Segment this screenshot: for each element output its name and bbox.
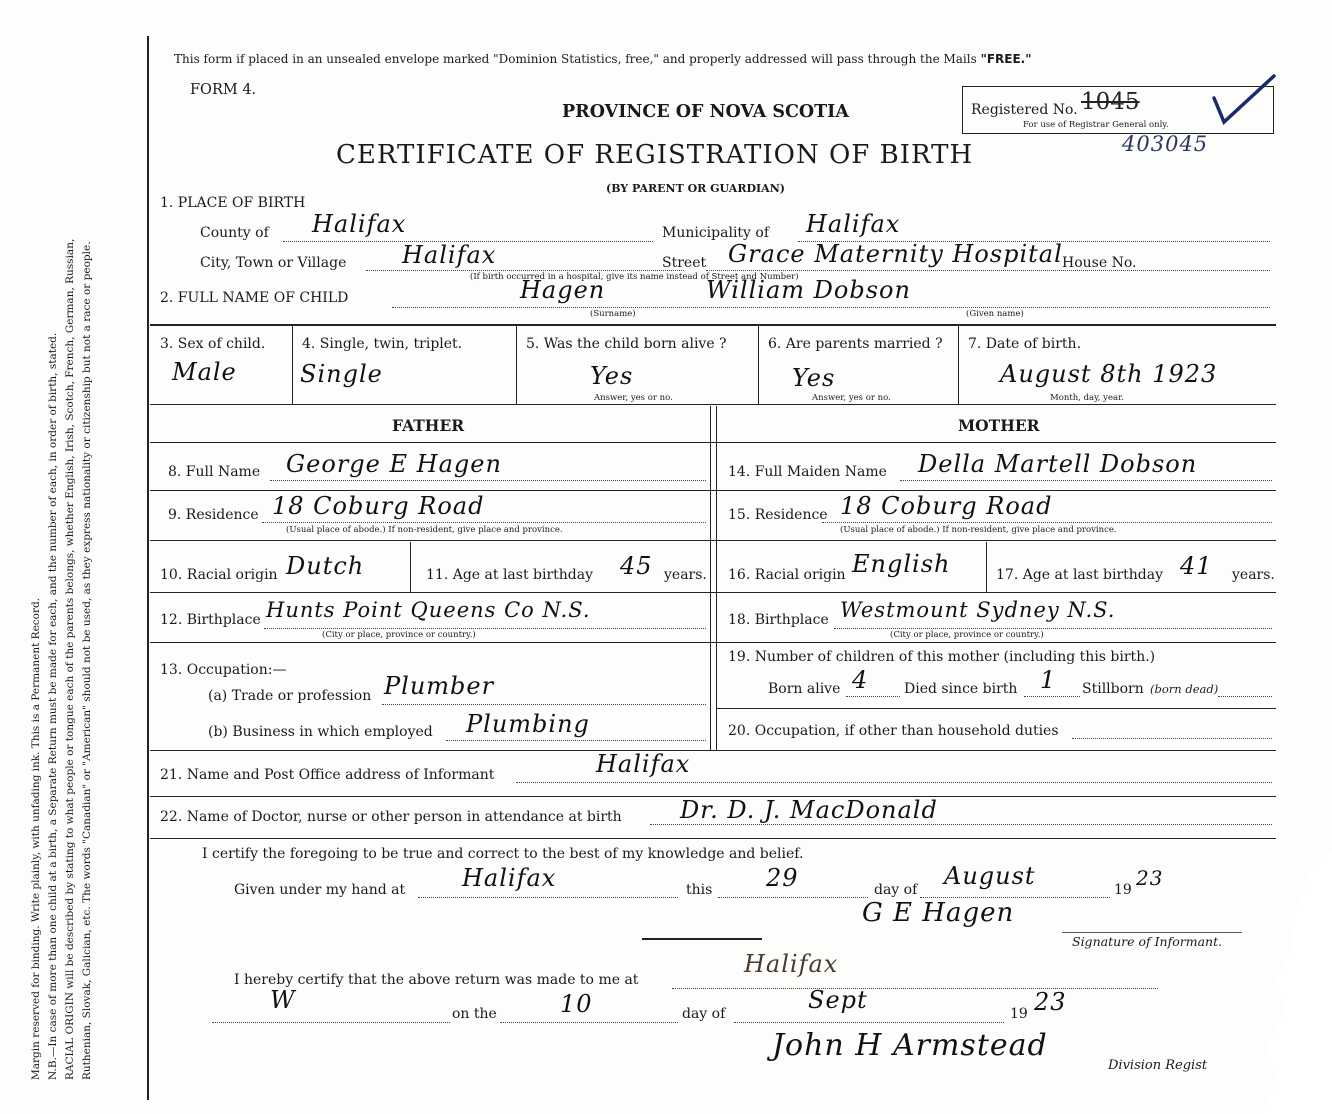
- mother-birthplace-line: [834, 628, 1272, 629]
- born-alive-label: 5. Was the child born alive ?: [526, 336, 727, 352]
- registrar-year: 23: [1034, 988, 1067, 1016]
- county-label: County of: [200, 225, 269, 241]
- surname-note: (Surname): [590, 309, 636, 319]
- trade-value: Plumber: [384, 672, 495, 700]
- divider-10: [410, 542, 411, 592]
- rule-row12: [150, 642, 1276, 643]
- certification-year-prefix: 19: [1114, 882, 1132, 898]
- informant-signature-line: [1062, 932, 1242, 933]
- checkmark-icon: [1210, 70, 1280, 130]
- born-alive-count-label: Born alive: [768, 681, 841, 697]
- place-of-birth-label: 1. PLACE OF BIRTH: [160, 195, 306, 211]
- mother-birthplace-value: Westmount Sydney N.S.: [840, 598, 1116, 622]
- doctor-value: Dr. D. J. MacDonald: [680, 796, 938, 824]
- torn-edge-icon: [1232, 850, 1332, 1114]
- informant-label: 21. Name and Post Office address of Informant: [160, 767, 495, 783]
- doctor-label: 22. Name of Doctor, nurse or other person in attendance at birth: [160, 809, 622, 825]
- registrar-extra-line: [212, 1022, 450, 1023]
- registrar-extra-value: W: [270, 986, 296, 1014]
- mother-residence-line: [822, 522, 1272, 523]
- father-birthplace-line: [264, 628, 706, 629]
- city-label: City, Town or Village: [200, 255, 347, 271]
- municipality-label: Municipality of: [662, 225, 770, 241]
- street-value: Grace Maternity Hospital: [728, 240, 1063, 268]
- father-racial-label: 10. Racial origin: [160, 567, 278, 583]
- registered-label: Registered No.: [971, 102, 1078, 118]
- married-label: 6. Are parents married ?: [768, 336, 943, 352]
- province-heading: PROVINCE OF NOVA SCOTIA: [562, 102, 849, 122]
- rule-row9: [150, 540, 1276, 541]
- child-name-line: [392, 307, 1270, 308]
- informant-value: Halifax: [596, 750, 691, 778]
- trade-line: [382, 704, 706, 705]
- died-line: [1024, 696, 1080, 697]
- certification-statement: I certify the foregoing to be true and correct to the best of my knowledge and belief.: [202, 846, 804, 862]
- page-subtitle: (BY PARENT OR GUARDIAN): [606, 182, 785, 195]
- this-day-line: [718, 897, 868, 898]
- margin-rule: [147, 36, 149, 1100]
- on-the-label: on the: [452, 1006, 497, 1022]
- father-heading: FATHER: [392, 416, 465, 435]
- certification-day-of-label: day of: [874, 882, 918, 898]
- margin-note-1: Margin reserved for binding. Write plainly, with unfading ink. This is a Permanent Record.: [30, 597, 42, 1080]
- registered-number: 1045: [1081, 89, 1140, 115]
- sex-value: Male: [172, 358, 237, 386]
- mother-racial-value: English: [852, 550, 951, 578]
- father-name-value: George E Hagen: [286, 450, 502, 478]
- child-surname: Hagen: [520, 276, 606, 304]
- given-under-label: Given under my hand at: [234, 882, 406, 898]
- rule-row13: [150, 750, 1276, 751]
- divider-16: [986, 542, 987, 592]
- column-divider-a: [710, 406, 711, 750]
- registrar-statement: I hereby certify that the above return was made to me at: [234, 972, 639, 988]
- died-count: 1: [1040, 666, 1057, 694]
- mother-residence-label: 15. Residence: [728, 507, 828, 523]
- mother-birthplace-label: 18. Birthplace: [728, 612, 829, 628]
- binding-margin-notes: [28, 40, 96, 1080]
- city-value: Halifax: [402, 241, 497, 269]
- child-name-label: 2. FULL NAME OF CHILD: [160, 290, 349, 306]
- mother-occupation-label: 20. Occupation, if other than household duties: [728, 723, 1059, 739]
- mother-residence-note: (Usual place of abode.) If non-resident, give place and province.: [840, 525, 1117, 535]
- mother-name-value: Della Martell Dobson: [918, 450, 1198, 478]
- mother-years-label: years.: [1232, 567, 1275, 583]
- given-name-note: (Given name): [966, 309, 1024, 319]
- father-age-label: 11. Age at last birthday: [426, 567, 594, 583]
- margin-note-2: N.B.—In case of more than one child at a birth, a Separate Return must be made for each, and the number of each, in order of birth, stated.: [47, 332, 59, 1080]
- mother-occupation-line: [1072, 738, 1272, 739]
- street-line: [706, 270, 1270, 271]
- informant-line: [516, 782, 1272, 783]
- stamped-number: 403045: [1122, 132, 1209, 156]
- mother-name-label: 14. Full Maiden Name: [728, 464, 887, 480]
- certification-day: 29: [766, 864, 799, 892]
- certification-year: 23: [1136, 866, 1164, 890]
- father-birthplace-value: Hunts Point Queens Co N.S.: [266, 598, 591, 622]
- rule-row8: [150, 490, 1276, 491]
- street-label: Street: [662, 255, 707, 271]
- divider-4: [516, 326, 517, 404]
- divider-6: [958, 326, 959, 404]
- county-value: Halifax: [312, 210, 407, 238]
- business-label: (b) Business in which employed: [208, 724, 433, 740]
- registrar-place-line: [672, 988, 1158, 989]
- child-given-name: William Dobson: [706, 276, 911, 304]
- divider-5: [758, 326, 759, 404]
- died-label: Died since birth: [904, 681, 1018, 697]
- dob-label: 7. Date of birth.: [968, 336, 1082, 352]
- father-residence-line: [262, 522, 706, 523]
- born-alive-count-line: [846, 696, 900, 697]
- registrar-month: Sept: [808, 986, 868, 1014]
- single-value: Single: [300, 360, 383, 388]
- children-count-label: 19. Number of children of this mother (including this birth.): [728, 649, 1156, 665]
- column-divider-b: [716, 406, 717, 750]
- father-birthplace-note: (City or place, province or country.): [322, 630, 476, 640]
- stillborn-note: (born dead): [1150, 682, 1219, 696]
- this-label: this: [686, 882, 713, 898]
- dob-note: Month, day, year.: [1050, 393, 1124, 403]
- page-title: CERTIFICATE OF REGISTRATION OF BIRTH: [336, 140, 974, 170]
- born-alive-note: Answer, yes or no.: [594, 393, 673, 403]
- registrar-day-line: [500, 1022, 678, 1023]
- registrar-place-value: Halifax: [744, 950, 839, 978]
- registrar-day-of-label: day of: [682, 1006, 726, 1022]
- margin-note-4: Ruthenian, Slovak, Galician, etc. The words "Canadian" or "American" should not be used, as they express nationality or citizenship but not a race or people.: [81, 241, 93, 1080]
- mother-name-line: [900, 480, 1272, 481]
- registrar-note: For use of Registrar General only.: [1023, 120, 1169, 130]
- stillborn-label: Stillborn: [1082, 681, 1144, 697]
- doctor-line: [650, 824, 1272, 825]
- father-residence-note: (Usual place of abode.) If non-resident, give place and province.: [286, 525, 563, 535]
- born-alive-value: Yes: [590, 362, 634, 390]
- certification-month: August: [944, 862, 1036, 890]
- hospital-note: (If birth occurred in a hospital, give its name instead of Street and Number): [470, 272, 799, 282]
- separator-rule: [642, 938, 762, 940]
- given-place-value: Halifax: [462, 864, 557, 892]
- mother-birthplace-note: (City or place, province or country.): [890, 630, 1044, 640]
- mail-notice: This form if placed in an unsealed envelope marked "Dominion Statistics, free," and properly addressed will pass through the Mails "FREE.": [174, 52, 1032, 66]
- mother-heading: MOTHER: [958, 416, 1040, 435]
- father-residence-label: 9. Residence: [168, 507, 259, 523]
- mother-racial-label: 16. Racial origin: [728, 567, 846, 583]
- trade-label: (a) Trade or profession: [208, 688, 372, 704]
- father-birthplace-label: 12. Birthplace: [160, 612, 261, 628]
- registrar-month-line: [734, 1022, 1004, 1023]
- single-label: 4. Single, twin, triplet.: [302, 336, 463, 352]
- mother-residence-value: 18 Coburg Road: [840, 492, 1053, 520]
- occupation-label: 13. Occupation:—: [160, 662, 287, 678]
- mother-age-label: 17. Age at last birthday: [996, 567, 1164, 583]
- given-place-line: [418, 897, 678, 898]
- father-years-label: years.: [664, 567, 707, 583]
- father-name-label: 8. Full Name: [168, 464, 261, 480]
- registrar-day: 10: [560, 990, 593, 1018]
- father-racial-value: Dutch: [286, 552, 365, 580]
- city-line: [366, 270, 684, 271]
- informant-signature-label: Signature of Informant.: [1072, 934, 1223, 949]
- married-value: Yes: [792, 364, 836, 392]
- registrar-year-prefix: 19: [1010, 1006, 1028, 1022]
- rule-row10: [150, 592, 1276, 593]
- business-value: Plumbing: [466, 710, 590, 738]
- married-note: Answer, yes or no.: [812, 393, 891, 403]
- sex-label: 3. Sex of child.: [160, 336, 266, 352]
- registrar-signature: John H Armstead: [772, 1028, 1048, 1063]
- father-age-value: 45: [620, 552, 653, 580]
- business-line: [446, 740, 706, 741]
- rule-row3-bottom: [150, 404, 1276, 405]
- divider-3: [292, 326, 293, 404]
- house-number-label: House No.: [1062, 255, 1137, 271]
- rule-heading: [150, 442, 1276, 443]
- born-alive-count: 4: [852, 666, 869, 694]
- municipality-value: Halifax: [806, 210, 901, 238]
- informant-signature: G E Hagen: [862, 898, 1015, 928]
- form-number: FORM 4.: [190, 82, 257, 98]
- stillborn-line: [1218, 696, 1272, 697]
- margin-note-3: RACIAL ORIGIN will be described by stating to what people or tongue each of the parents belongs, whether English, Irish, Scotch, French, German, Russian,: [64, 238, 76, 1080]
- division-registrar-label: Division Regist: [1108, 1058, 1208, 1073]
- father-residence-value: 18 Coburg Road: [272, 492, 485, 520]
- rule-row19: [716, 708, 1276, 709]
- mother-age-value: 41: [1180, 552, 1213, 580]
- rule-row22: [150, 838, 1276, 839]
- rule-row3-top: [150, 324, 1276, 326]
- father-name-line: [270, 480, 706, 481]
- dob-value: August 8th 1923: [1000, 360, 1218, 388]
